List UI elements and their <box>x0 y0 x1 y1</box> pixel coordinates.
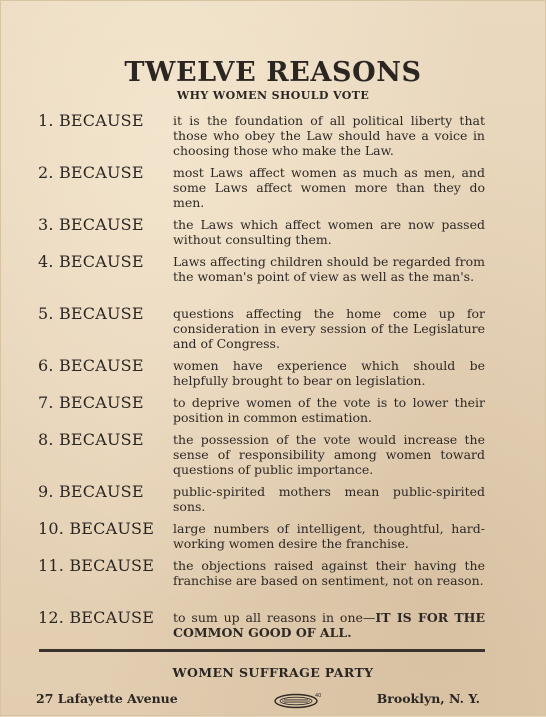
flyer-subtitle: WHY WOMEN SHOULD VOTE <box>176 89 370 102</box>
reason-text: the Laws which affect women are now passed without consulting them. <box>173 217 485 247</box>
reason-text: questions affecting the home come up for consideration in every session of the Legislature and of Congress. <box>173 306 485 351</box>
organization-address: 27 Lafayette Avenue <box>36 691 178 706</box>
reason-label: 5. BECAUSE <box>38 304 144 323</box>
reason-label: 12. BECAUSE <box>38 608 155 627</box>
union-label-number: 40 <box>315 693 322 699</box>
reason-label: 9. BECAUSE <box>38 482 144 501</box>
union-label-icon <box>273 691 323 709</box>
organization-city: Brooklyn, N. Y. <box>376 691 480 706</box>
reasons-list <box>1 1 546 717</box>
reason-label: 2. BECAUSE <box>38 163 144 182</box>
reason-text: large numbers of intelligent, thoughtful, hard-working women desire the franchise. <box>173 521 485 551</box>
reason-text: it is the foundation of all political liberty that those who obey the Law should have a voice in choosing those who make the Law. <box>173 113 485 158</box>
flyer-title: TWELVE REASONS <box>124 57 422 88</box>
reason-text-lead: to sum up all reasons in one— <box>173 610 376 625</box>
reason-text: the objections raised against their having the franchise are based on sentiment, not on reason. <box>173 558 485 588</box>
reason-label: 11. BECAUSE <box>38 556 155 575</box>
reason-text: the possession of the vote would increase the sense of responsibility among women toward questions of public importance. <box>173 432 485 477</box>
reason-label: 6. BECAUSE <box>38 356 144 375</box>
reason-label: 8. BECAUSE <box>38 430 144 449</box>
organization-name: WOMEN SUFFRAGE PARTY <box>172 665 374 680</box>
reason-text: to deprive women of the vote is to lower their position in common estimation. <box>173 395 485 425</box>
reason-text: public-spirited mothers mean public-spirited sons. <box>173 484 485 514</box>
reason-label: 10. BECAUSE <box>38 519 155 538</box>
reason-label: 7. BECAUSE <box>38 393 144 412</box>
reason-text: women have experience which should be helpfully brought to bear on legislation. <box>173 358 485 388</box>
reason-text <box>173 610 485 640</box>
reason-text: Laws affecting children should be regarded from the woman's point of view as well as the man's. <box>173 254 485 284</box>
reason-text-emphasis: IT IS FOR THE COMMON GOOD OF ALL. <box>173 610 485 640</box>
reason-label: 3. BECAUSE <box>38 215 144 234</box>
reason-label: 4. BECAUSE <box>38 252 144 271</box>
footer-divider <box>39 649 485 652</box>
reason-label: 1. BECAUSE <box>38 111 144 130</box>
reason-text: most Laws affect women as much as men, and some Laws affect women more than they do men. <box>173 165 485 210</box>
